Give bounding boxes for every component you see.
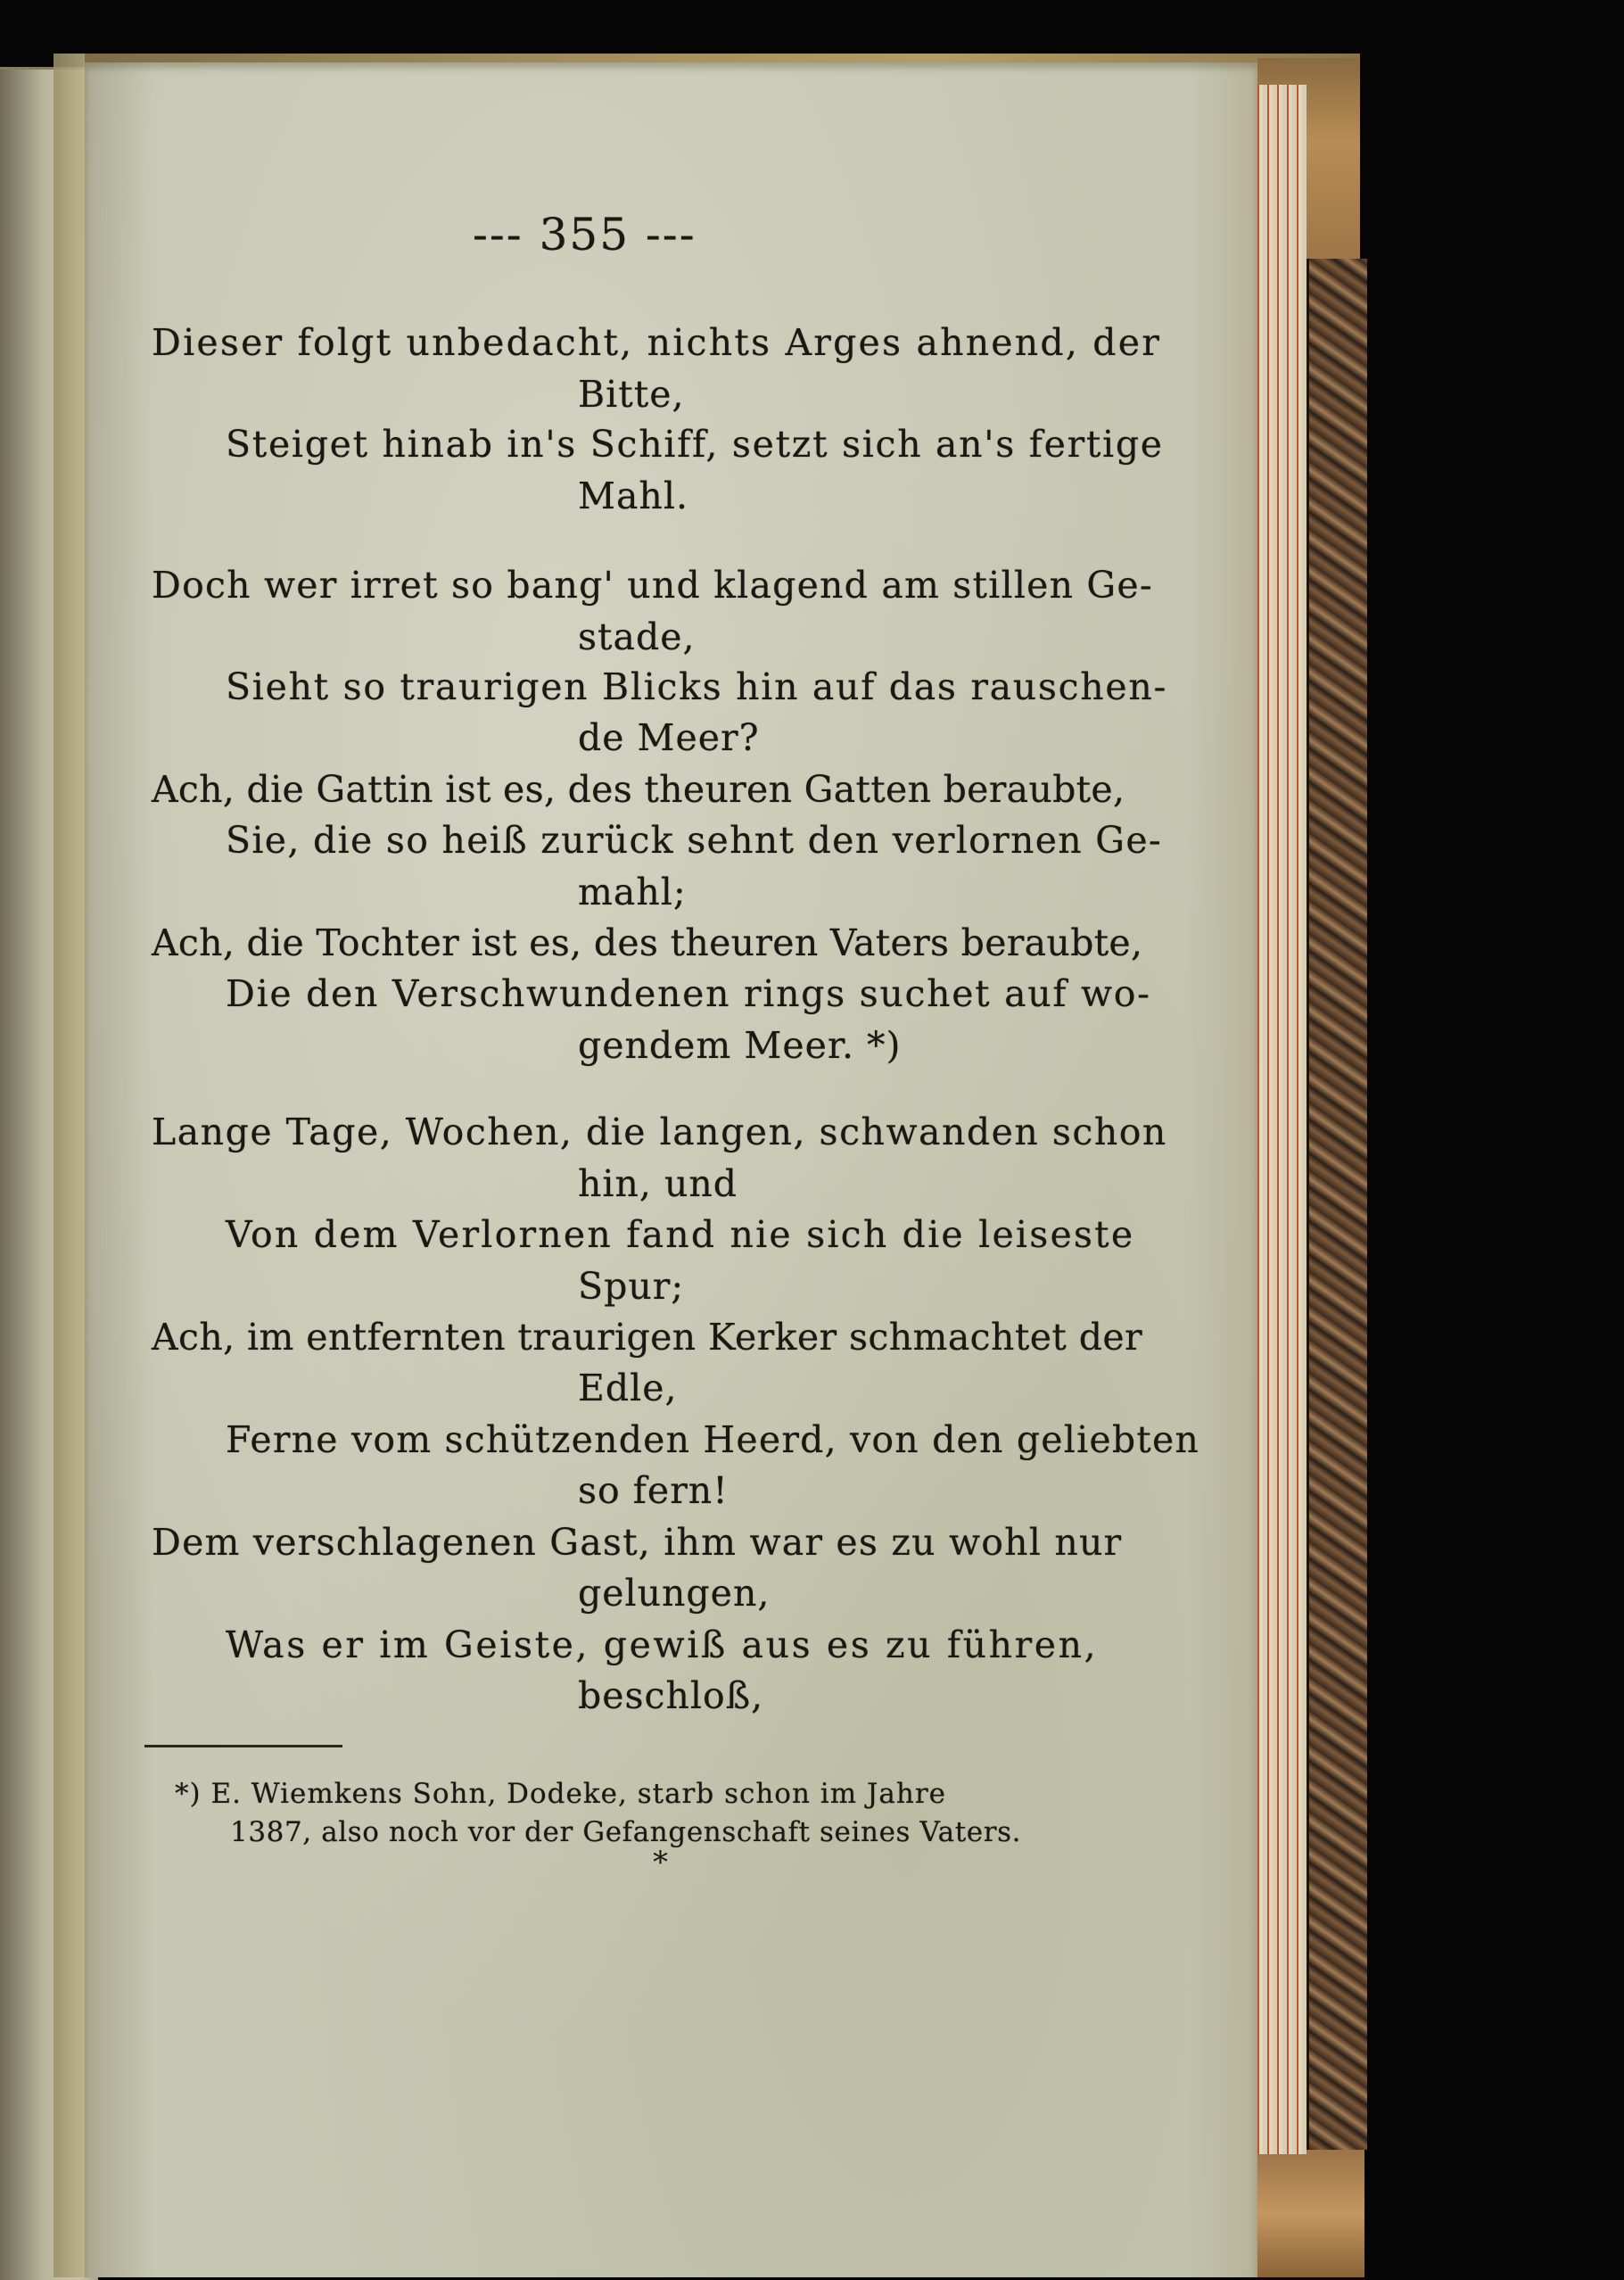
text-line: hin, und (578, 1162, 738, 1205)
text-line: gendem Meer. *) (578, 1024, 902, 1067)
text-line: Spur; (578, 1265, 685, 1308)
text-line: so fern! (578, 1469, 729, 1512)
signature-mark: * (653, 1845, 668, 1880)
text-line: Lange Tage, Wochen, die langen, schwanden schon (152, 1111, 1167, 1153)
text-line: Ach, die Gattin ist es, des theuren Gatten beraubte, (152, 768, 1125, 811)
text-line: Die den Verschwundenen rings suchet auf wo- (226, 972, 1151, 1015)
text-line: Sieht so traurigen Blicks hin auf das rauschen- (226, 665, 1168, 708)
text-line: Mahl. (578, 475, 688, 517)
footnote-line: 1387, also noch vor der Gefangenschaft seines Vaters. (230, 1816, 1022, 1848)
cover-corner-bottom (1249, 2150, 1364, 2277)
marbled-cover (1307, 259, 1367, 2150)
text-line: Doch wer irret so bang' und klagend am stillen Ge- (152, 564, 1153, 607)
text-line: Was er im Geiste, gewiß aus es zu führen, (226, 1623, 1099, 1666)
text-line: Steiget hinab in's Schiff, setzt sich an's fertige (226, 423, 1164, 466)
text-line: Dem verschlagenen Gast, ihm war es zu wohl nur (152, 1521, 1123, 1564)
text-line: gelungen, (578, 1572, 771, 1615)
text-line: Ach, die Tochter ist es, des theuren Vaters beraubte, (152, 921, 1143, 964)
footnote-rule (144, 1745, 342, 1747)
text-line: Sie, die so heiß zurück sehnt den verlornen Ge- (226, 819, 1163, 862)
text-line: de Meer? (578, 716, 760, 759)
red-page-fore-edge (1253, 85, 1307, 2154)
footnote-line: *) E. Wiemkens Sohn, Dodeke, starb schon im Jahre (175, 1778, 946, 1810)
text-line: Ach, im entfernten traurigen Kerker schmachtet der (152, 1316, 1143, 1359)
text-line: Edle, (578, 1367, 678, 1409)
text-line: Von dem Verlornen fand nie sich die leiseste (226, 1213, 1135, 1256)
text-line: Dieser folgt unbedacht, nichts Arges ahnend, der (152, 321, 1162, 364)
text-line: mahl; (578, 871, 687, 913)
text-line: beschloß, (578, 1674, 764, 1717)
text-line: Ferne vom schützenden Heerd, von den geliebten (226, 1418, 1200, 1461)
text-line: Bitte, (578, 373, 685, 416)
page-number: --- 355 --- (473, 209, 697, 260)
text-line: stade, (578, 615, 696, 658)
